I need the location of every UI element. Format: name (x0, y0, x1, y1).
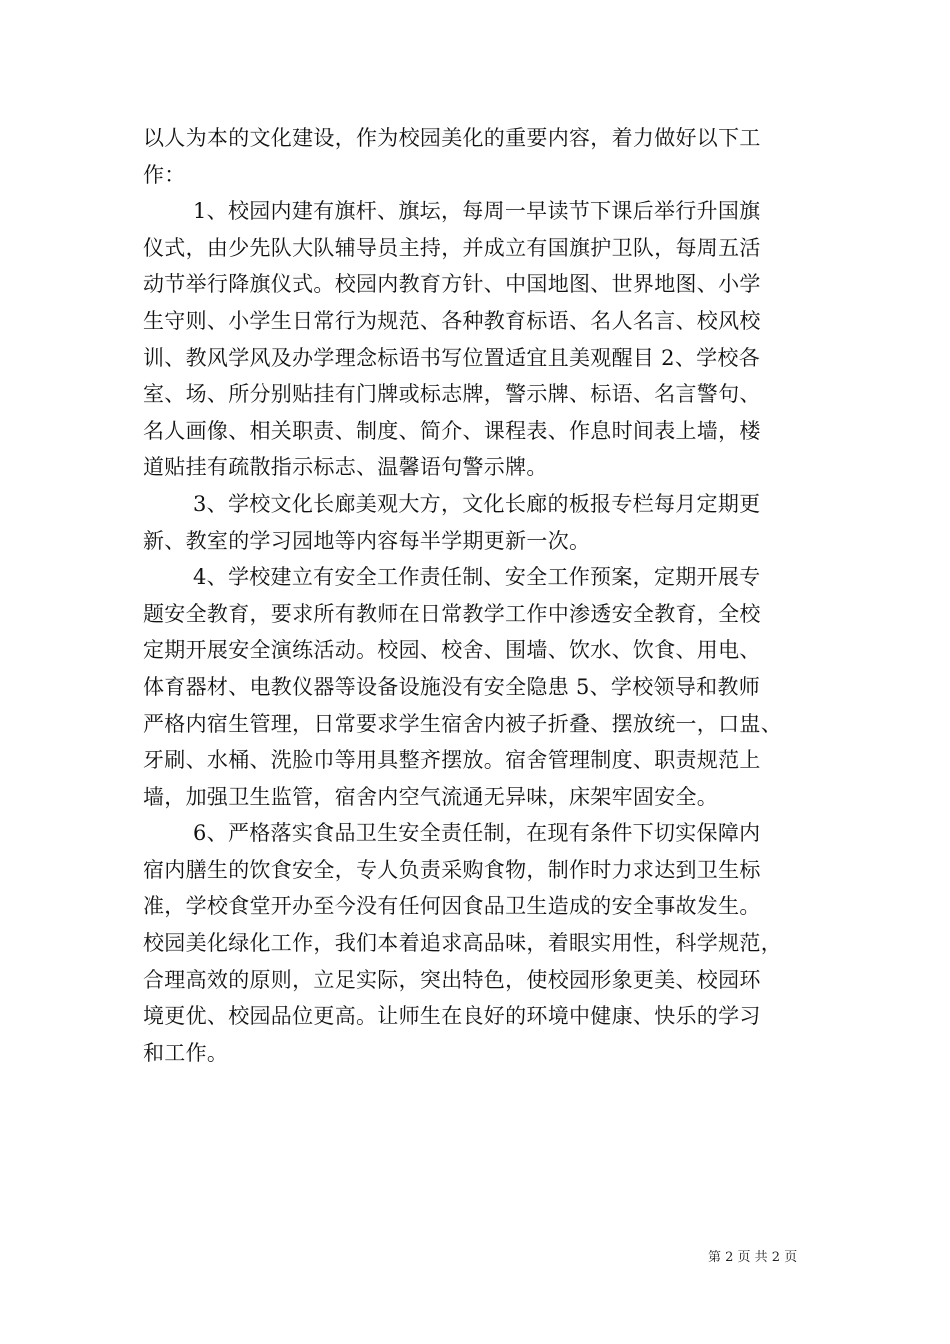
text-line: 牙刷、水桶、洗脸巾等用具整齐摆放。宿舍管理制度、职责规范上 (143, 748, 761, 773)
text-line: 名人画像、相关职责、制度、简介、课程表、作息时间表上墙，楼 (143, 418, 761, 443)
text-line: 体育器材、电教仪器等设备设施没有安全隐患 5、学校领导和教师 (143, 674, 761, 699)
text-line: 校园美化绿化工作，我们本着追求高品味，着眼实用性，科学规范， (143, 931, 782, 956)
text-line: 训、教风学风及办学理念标语书写位置适宜且美观醒目 2、学校各 (143, 345, 761, 370)
text-line: 仪式，由少先队大队辅导员主持，并成立有国旗护卫队，每周五活 (143, 235, 761, 260)
text-line: 准，学校食堂开办至今没有任何因食品卫生造成的安全事故发生。 (143, 894, 761, 919)
document-body (143, 120, 823, 1071)
text-line: 境更优、校园品位更高。让师生在良好的环境中健康、快乐的学习 (143, 1004, 761, 1029)
text-line: 以人为本的文化建设，作为校园美化的重要内容，着力做好以下工 (143, 126, 761, 150)
text-line: 动节举行降旗仪式。校园内教育方针、中国地图、世界地图、小学 (143, 272, 761, 297)
text-line: 宿内膳生的饮食安全，专人负责采购食物，制作时力求达到卫生标 (143, 857, 761, 882)
text-line: 3、学校文化长廊美观大方，文化长廊的板报专栏每月定期更 (193, 491, 761, 516)
text-line: 题安全教育，要求所有教师在日常教学工作中渗透安全教育，全校 (143, 601, 761, 626)
text-line: 合理高效的原则，立足实际，突出特色，使校园形象更美、校园环 (143, 967, 761, 992)
page-number: 第 2 页 共 2 页 (708, 1250, 798, 1265)
text-line: 和工作。 (143, 1040, 229, 1065)
text-line: 严格内宿生管理，日常要求学生宿舍内被子折叠、摆放统一，口盅、 (143, 711, 782, 736)
text-line: 新、教室的学习园地等内容每半学期更新一次。 (143, 528, 591, 553)
text-line: 定期开展安全演练活动。校园、校舍、围墙、饮水、饮食、用电、 (143, 638, 761, 663)
text-line: 4、学校建立有安全工作责任制、安全工作预案，定期开展专 (193, 565, 761, 590)
text-line: 6、严格落实食品卫生安全责任制，在现有条件下切实保障内 (193, 821, 761, 846)
text-line: 墙，加强卫生监管，宿舍内空气流通无异味，床架牢固安全。 (143, 784, 719, 809)
text-line: 室、场、所分别贴挂有门牌或标志牌，警示牌、标语、名言警句、 (143, 382, 761, 407)
text-line: 作： (143, 162, 186, 187)
text-line: 1、校园内建有旗杆、旗坛，每周一早读节下课后举行升国旗 (193, 199, 761, 224)
text-line: 道贴挂有疏散指示标志、温馨语句警示牌。 (143, 455, 548, 480)
text-line: 生守则、小学生日常行为规范、各种教育标语、名人名言、校风校 (143, 308, 761, 333)
